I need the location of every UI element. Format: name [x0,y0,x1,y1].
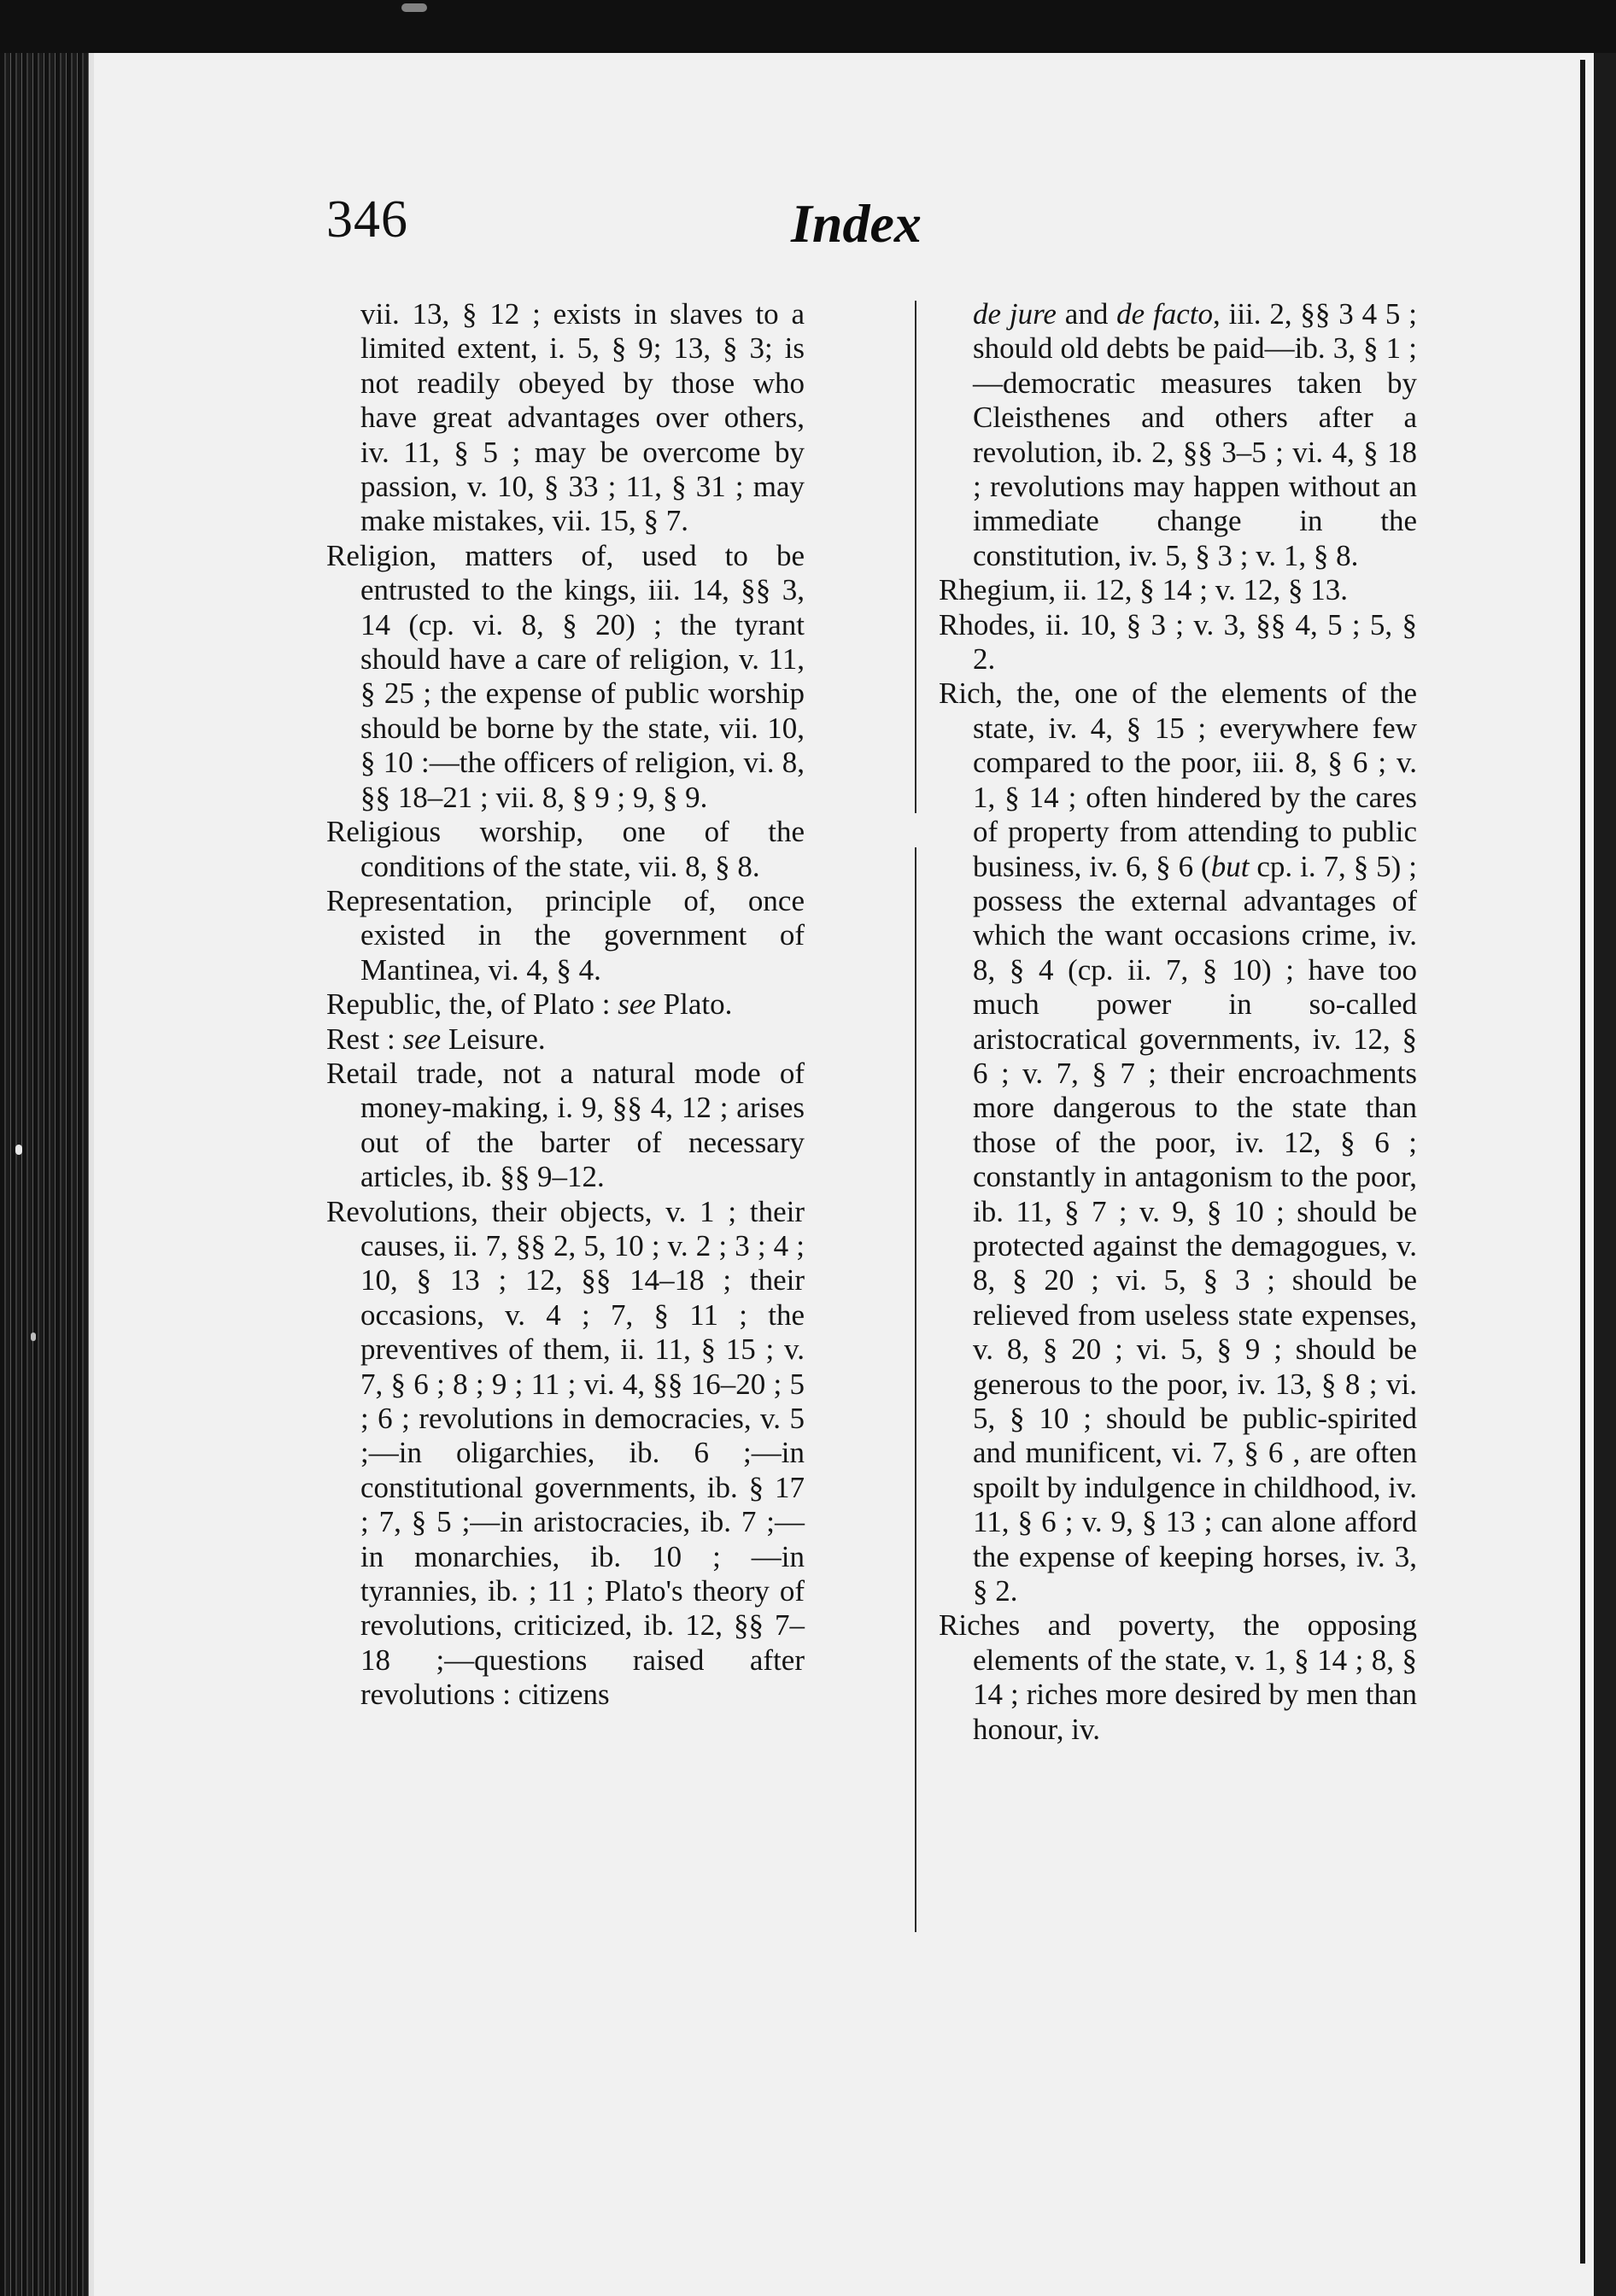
index-entry: vii. 13, § 12 ; exists in slaves to a limited extent, i. 5, § 9; 13, § 3; is not readily obeyed by those who have great advantages over others, iv. 11, § 5 ; may be overcome by passion, v. 10, § 33 ; 11, § 31 ; may make mistakes, vii. 15, § 7. [360,297,805,538]
index-entry: Religious worship, one of the conditions of the state, vii. 8, § 8. [326,815,805,883]
scan-mark [31,1332,36,1341]
page-number: 346 [326,190,408,249]
index-entry: Rich, the, one of the elements of the state, iv. 4, § 15 ; everywhere few compared to the poor, iii. 8, § 6 ; v. 1, § 14 ; often hindered by the cares of property from attending to public business, iv. 6, § 6 (but cp. i. 7, § 5) ; possess the external advantages of which the want occasions crime, iv. 8, § 4 (cp. ii. 7, § 10) ; have too much power in so-called aristocratical governments, iv. 12, § 6 ; v. 7, § 7 ; their encroachments more dangerous to the state than those of the poor, iv. 12, § 6 ; constantly in antagonism to the poor, ib. 11, § 7 ; v. 9, § 10 ; should be protected against the demagogues, v. 8, § 20 ; vi. 5, § 3 ; should be relieved from useless state expenses, v. 8, § 20 ; vi. 5, § 9 ; should be generous to the poor, iv. 13, § 8 ; vi. 5, § 10 ; should be public-spirited and munificent, vi. 7, § 6 , are often spoilt by indulgence in childhood, iv. 11, § 6 ; v. 9, § 13 ; can alone afford the expense of keeping horses, iv. 3, § 2. [939,676,1417,1608]
index-entry: Rhodes, ii. 10, § 3 ; v. 3, §§ 4, 5 ; 5, § 2. [939,607,1417,676]
index-entry: de jure and de facto, iii. 2, §§ 3 4 5 ; should old debts be paid—ib. 3, § 1 ;—democratic measures taken by Cleisthenes and others after a revolution, ib. 2, §§ 3–5 ; vi. 4, § 18 ; revolutions may happen without an immediate change in the constitution, iv. 5, § 3 ; v. 1, § 8. [973,297,1417,572]
scan-top-border [0,0,1616,53]
running-head: Index [791,193,922,254]
book-binding-edge [0,53,102,2296]
index-entry: Riches and poverty, the opposing elements of the state, v. 1, § 14 ; 8, § 14 ; riches more desired by men than honour, iv. [939,1608,1417,1746]
index-entry: Revolutions, their objects, v. 1 ; their causes, ii. 7, §§ 2, 5, 10 ; v. 2 ; 3 ; 4 ; 10, § 13 ; 12, §§ 14–18 ; their occasions, v. 4 ; 7, § 11 ; the preventives of them, ii. 11, § 15 ; v. 7, § 6 ; 8 ; 9 ; 11 ; vi. 4, §§ 16–20 ; 5 ; 6 ; revolutions in democracies, v. 5 ;—in oligarchies, ib. 6 ;—in constitutional governments, ib. § 17 ; 7, § 5 ;—in aristocracies, ib. 7 ;—in monarchies, ib. 10 ; —in tyrannies, ib. ; 11 ; Plato's theory of revolutions, criticized, ib. 12, §§ 7–18 ;—questions raised after revolutions : citizens [326,1194,805,1712]
scan-mark [15,1145,22,1155]
index-entry: Religion, matters of, used to be entrusted to the kings, iii. 14, §§ 3, 14 (cp. vi. 8, § 20) ; the tyrant should have a care of religion, v. 11, § 25 ; the expense of public worship should be borne by the state, vii. 10, § 10 :—the officers of religion, vi. 8, §§ 18–21 ; vii. 8, § 9 ; 9, § 9. [326,538,805,814]
index-entry: Retail trade, not a natural mode of money-making, i. 9, §§ 4, 12 ; arises out of the barter of necessary articles, ib. §§ 9–12. [326,1056,805,1194]
column-divider [915,301,916,1932]
page-right-edge [1580,60,1585,2264]
index-column-left [326,297,805,1713]
index-entry: Rhegium, ii. 12, § 14 ; v. 12, § 13. [939,573,1348,607]
page-header [326,149,1180,254]
index-entry: Republic, the, of Plato : see Plato. [326,987,733,1022]
index-entry: Rest : see Leisure. [326,1022,546,1056]
index-entry: Representation, principle of, once existed in the government of Mantinea, vi. 4, § 4. [326,883,805,987]
index-column-right [939,297,1417,1747]
